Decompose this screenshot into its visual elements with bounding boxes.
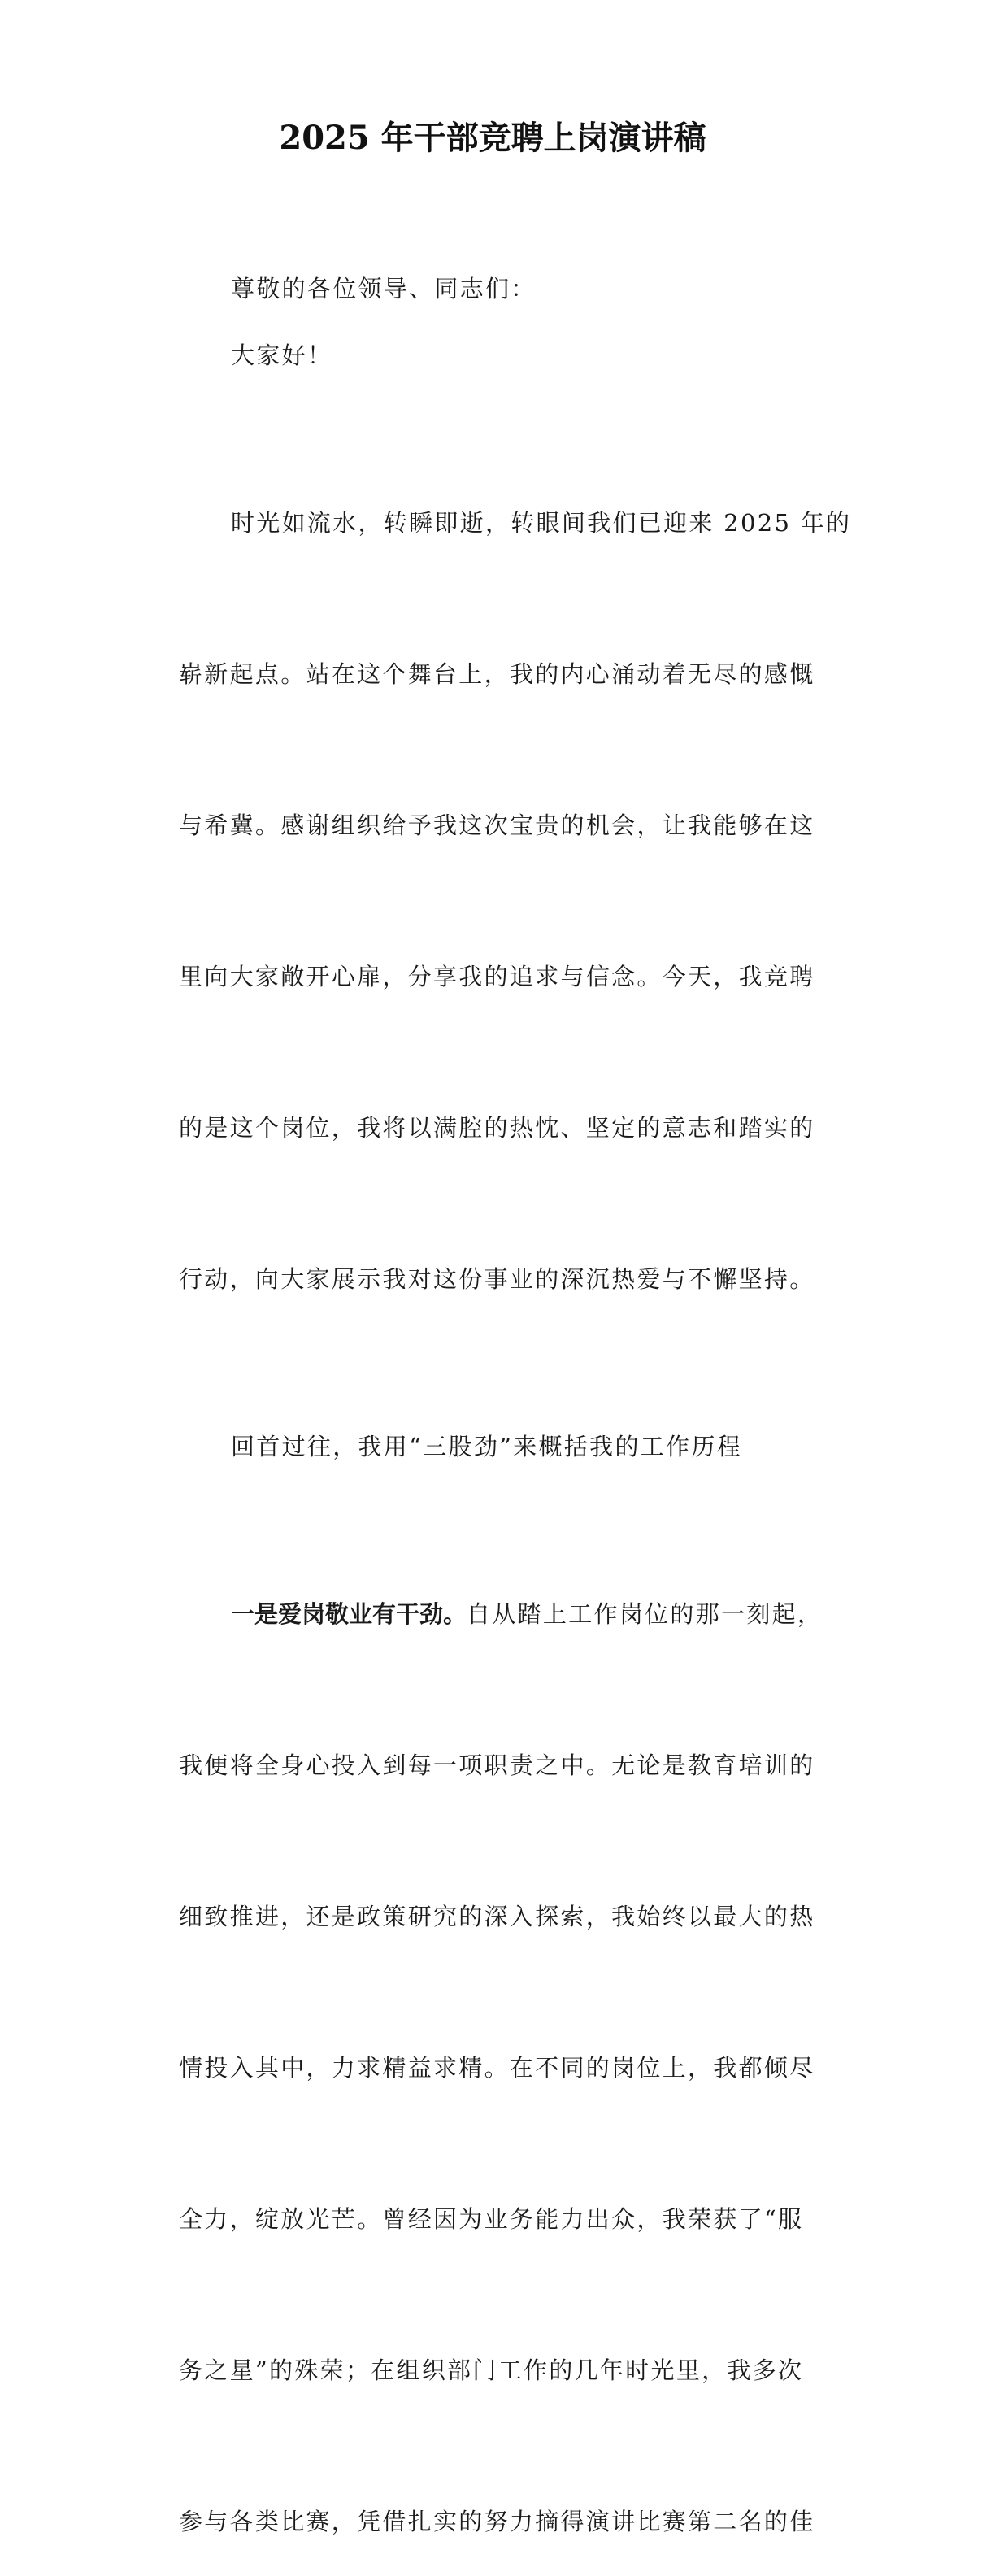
intro-line: 的是这个岗位，我将以满腔的热忱、坚定的意志和踏实的 [179,1114,815,1142]
intro-line: 时光如流水，转瞬即逝，转眼间我们已迎来 2025 年的 [231,509,852,537]
point-one-lead: 一是爱岗敬业有干劲。 [231,1600,467,1628]
point-one-line: 细致推进，还是政策研究的深入探索，我始终以最大的热 [179,1903,815,1930]
point-one-paragraph [179,1488,829,2576]
intro-paragraph [179,397,852,1405]
point-one-line: 我便将全身心投入到每一项职责之中。无论是教育培训的 [179,1751,815,1779]
greeting: 大家好！ [231,342,333,369]
point-one-first-line [179,1589,829,1639]
document-title: 2025 年干部竞聘上岗演讲稿 [279,119,706,157]
salutation: 尊敬的各位领导、同志们： [231,275,537,302]
intro-line: 行动，向大家展示我对这份事业的深沉热爱与不懈坚持。 [179,1265,815,1293]
point-one-line: 参与各类比赛，凭借扎实的努力摘得演讲比赛第二名的佳 [179,2508,815,2535]
intro-line: 与希冀。感谢组织给予我这次宝贵的机会，让我能够在这 [179,812,815,839]
point-one-line: 情投入其中，力求精益求精。在不同的岗位上，我都倾尽 [179,2054,815,2082]
point-one-line: 务之星”的殊荣；在组织部门工作的几年时光里，我多次 [179,2356,804,2384]
intro-line: 崭新起点。站在这个舞台上，我的内心涌动着无尽的感慨 [179,660,815,688]
review-paragraph: 回首过往，我用“三股劲”来概括我的工作历程 [231,1433,742,1460]
intro-line: 里向大家敞开心扉，分享我的追求与信念。今天，我竞聘 [179,963,815,990]
point-one-first-line-rest: 自从踏上工作岗位的那一刻起， [467,1600,823,1628]
point-one-line: 全力，绽放光芒。曾经因为业务能力出众，我荣获了“服 [179,2205,804,2233]
document-body [179,259,852,2576]
